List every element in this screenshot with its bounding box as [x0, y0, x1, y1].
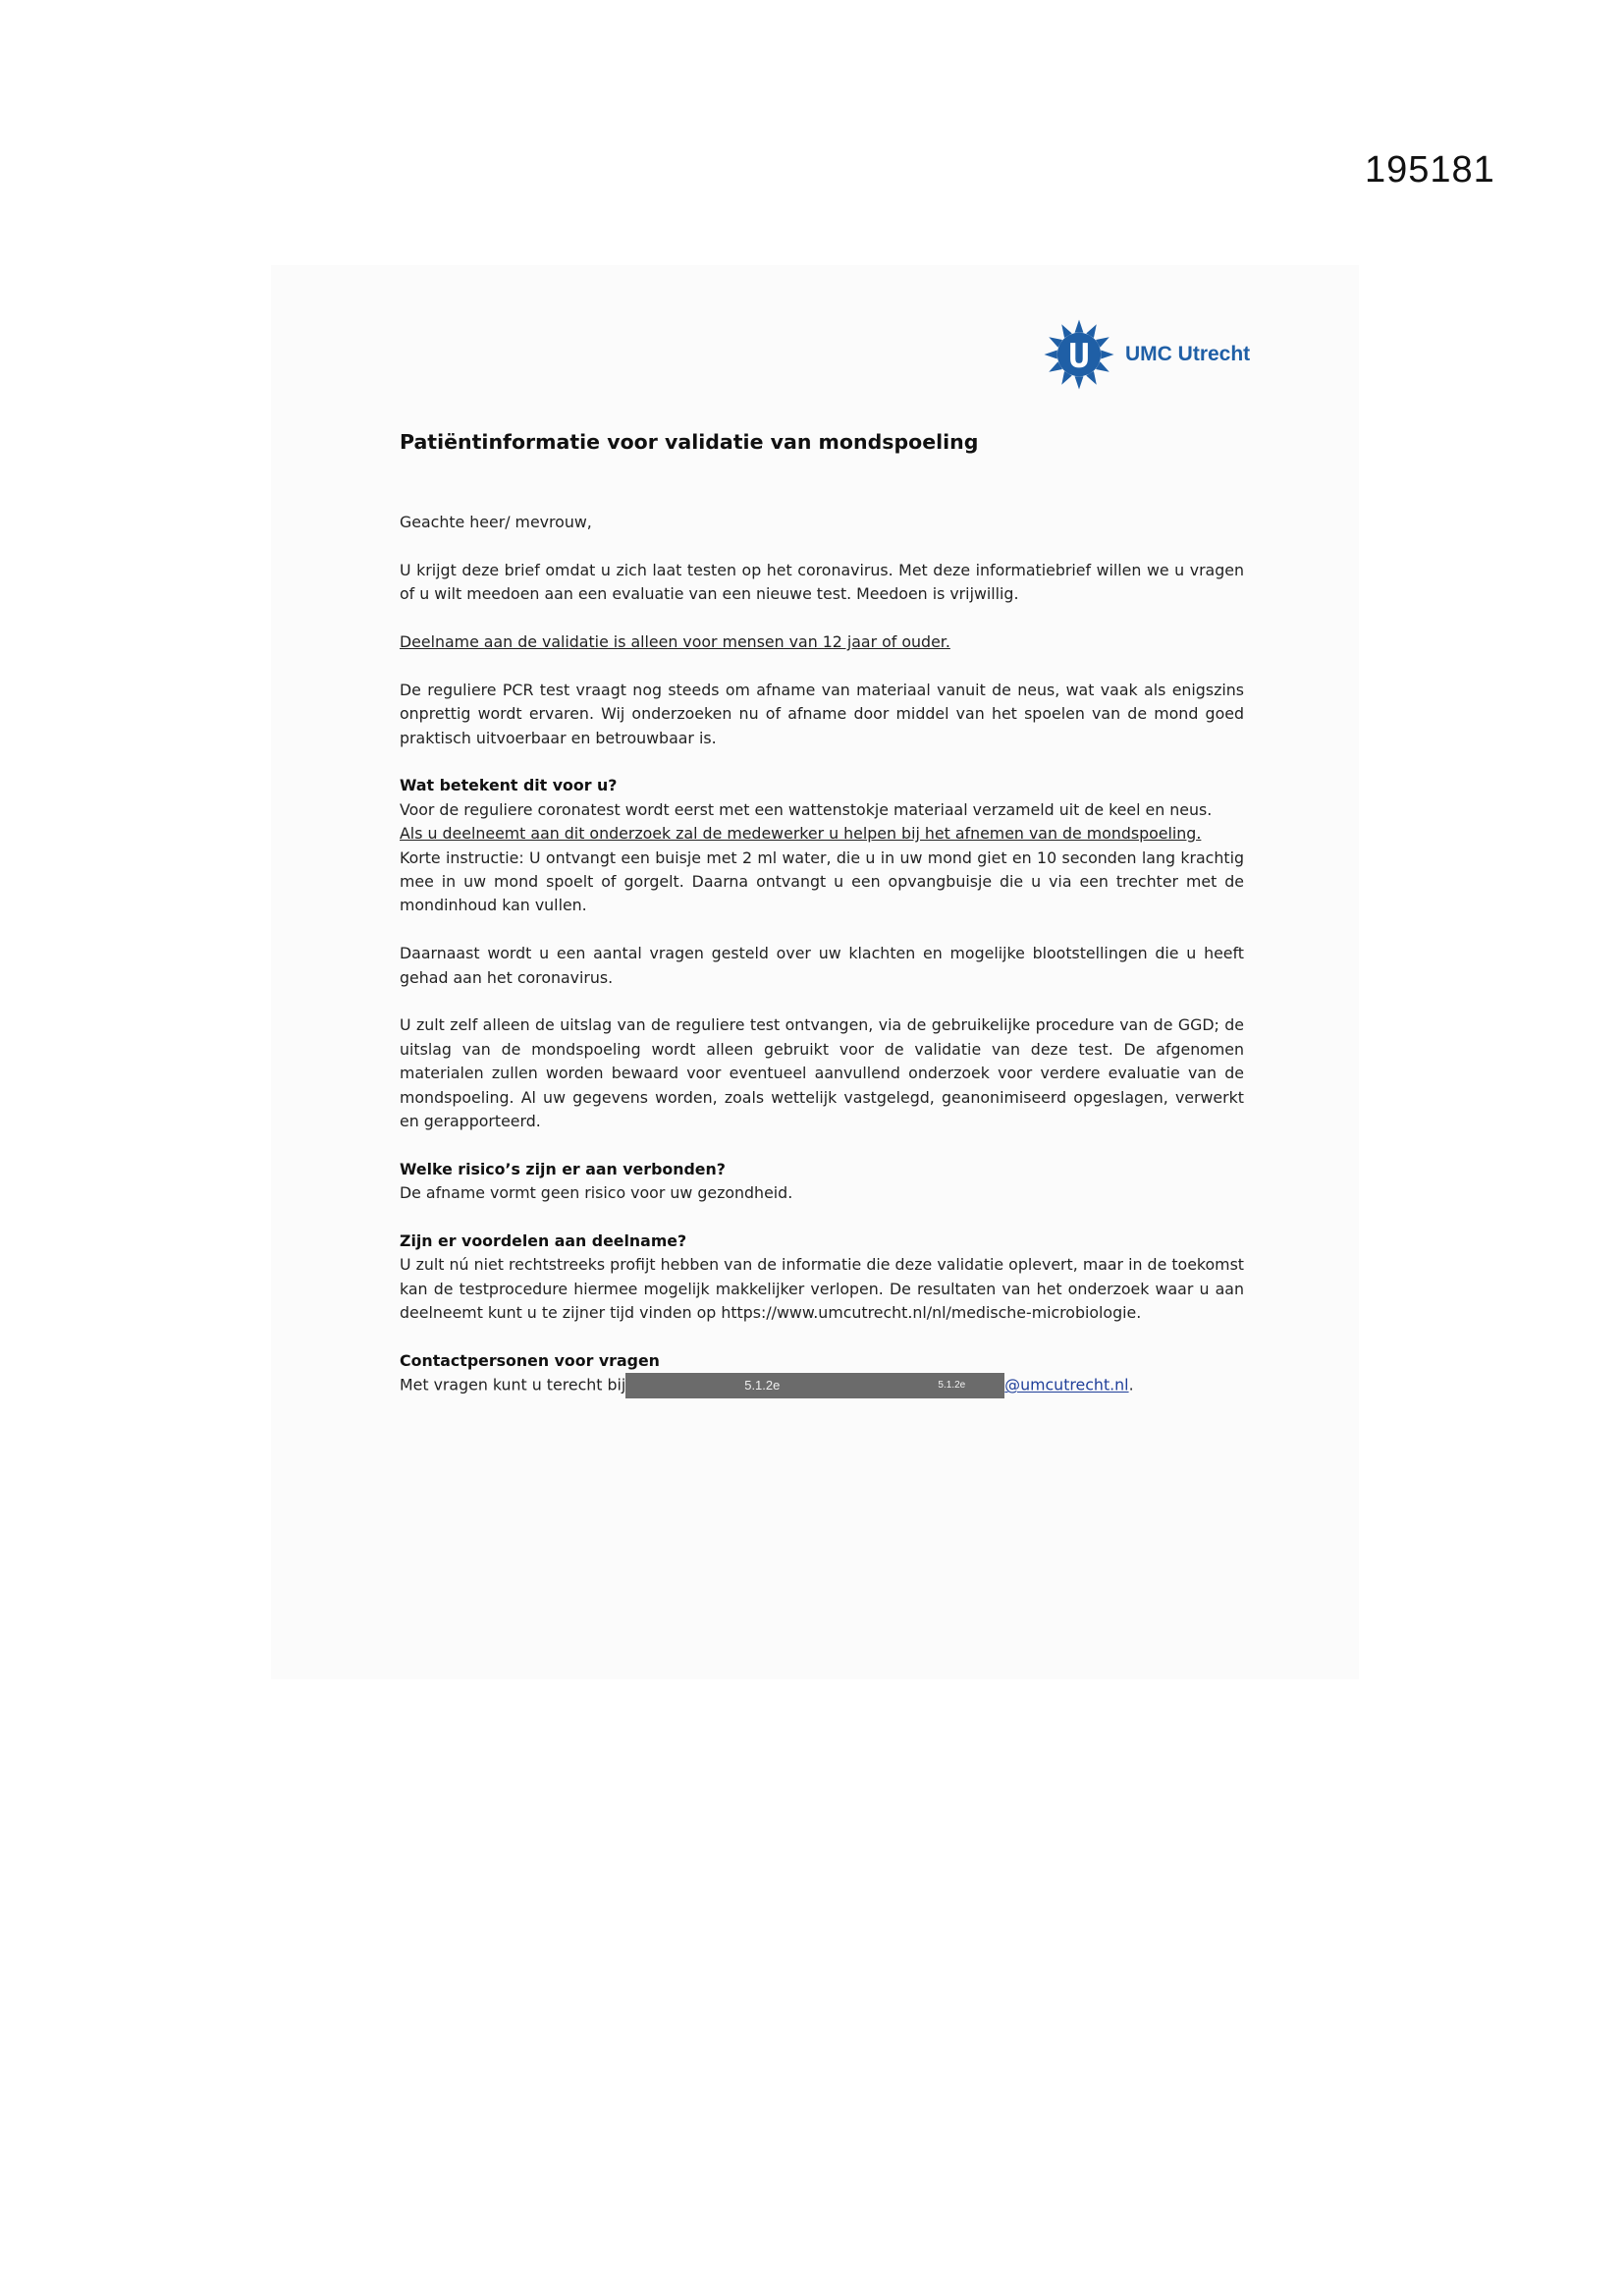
letter-body	[400, 428, 1244, 1423]
logo-text: UMC Utrecht	[1125, 343, 1251, 365]
questions-paragraph: Daarnaast wordt u een aantal vragen gesteld over uw klachten en mogelijke blootstellingen die u heeft gehad aan het coronavirus.	[400, 944, 1244, 987]
section-meaning	[400, 774, 1244, 917]
contact-text-end: .	[1128, 1375, 1134, 1394]
section-risks	[400, 1158, 1244, 1206]
email-link[interactable]: @umcutrecht.nl	[1004, 1375, 1129, 1394]
redaction-block: 5.1.2e	[625, 1373, 898, 1398]
section-heading: Zijn er voordelen aan deelname?	[400, 1231, 687, 1251]
section-benefits	[400, 1230, 1244, 1326]
contact-text: Met vragen kunt u terecht bij	[400, 1375, 626, 1394]
intro-paragraph: U krijgt deze brief omdat u zich laat testen op het coronavirus. Met deze informatiebrief willen we u vragen of u wilt meedoen aan een evaluatie van een nieuwe test. Meedoen is vrijwillig.	[400, 560, 1244, 604]
umc-utrecht-logo	[1043, 316, 1250, 393]
umc-utrecht-sunburst-logo-icon	[1043, 318, 1115, 391]
document-number: 195181	[1365, 149, 1495, 191]
pcr-paragraph: De reguliere PCR test vraagt nog steeds om afname van materiaal vanuit de neus, wat vaak als enigszins onprettig wordt ervaren. Wij onderzoeken nu of afname door middel van het spoelen van de mond goed praktisch uitvoerbaar en betrouwbaar is.	[400, 680, 1244, 747]
instruction-text: Korte instructie: U ontvangt een buisje met 2 ml water, die u in uw mond giet en 10 seconden lang krachtig mee in uw mond spoelt of gorgelt. Daarna ontvangt u een opvangbuisje die u via een trechter met de mondinhoud kan vullen.	[400, 847, 1244, 915]
section-heading: Wat betekent dit voor u?	[400, 776, 618, 795]
section-text: De afname vormt geen risico voor uw gezondheid.	[400, 1183, 793, 1203]
section-contact	[400, 1349, 1244, 1398]
section-text-underlined: Als u deelneemt aan dit onderzoek zal de medewerker u helpen bij het afnemen van de mondspoeling.	[400, 824, 1202, 844]
page-title: Patiëntinformatie voor validatie van mondspoeling	[400, 430, 979, 454]
section-heading: Welke risico’s zijn er aan verbonden?	[400, 1159, 726, 1178]
salutation: Geachte heer/ mevrouw,	[400, 513, 592, 531]
age-notice	[400, 630, 1244, 654]
section-text: Voor de reguliere coronatest wordt eerst met een wattenstokje materiaal verzameld uit de keel en neus.	[400, 799, 1213, 819]
redaction-block: 5.1.2e	[898, 1373, 1004, 1398]
section-text: U zult nú niet rechtstreeks profijt hebben van de informatie die deze validatie oplevert, maar in de toekomst kan de testprocedure hiermee mogelijk makkelijker verlopen. De resultaten van het onderzoek waar u aan deelneemt kunt u te zijner tijd vinden op https://www.umcutrecht.nl/nl/medische-microbiologie.	[400, 1255, 1244, 1323]
results-paragraph: U zult zelf alleen de uitslag van de reguliere test ontvangen, via de gebruikelijke procedure van de GGD; de uitslag van de mondspoeling wordt alleen gebruikt voor de validatie van deze test. De afgenomen materialen zullen worden bewaard voor eventueel aanvullend onderzoek voor verdere evaluatie van de mondspoeling. Al uw gegevens worden, zoals wettelijk vastgelegd, geanonimiseerd opgeslagen, verwerkt en gerapporteerd.	[400, 1015, 1244, 1131]
age-notice-text: Deelname aan de validatie is alleen voor mensen van 12 jaar of ouder.	[400, 632, 950, 651]
section-heading: Contactpersonen voor vragen	[400, 1351, 660, 1371]
